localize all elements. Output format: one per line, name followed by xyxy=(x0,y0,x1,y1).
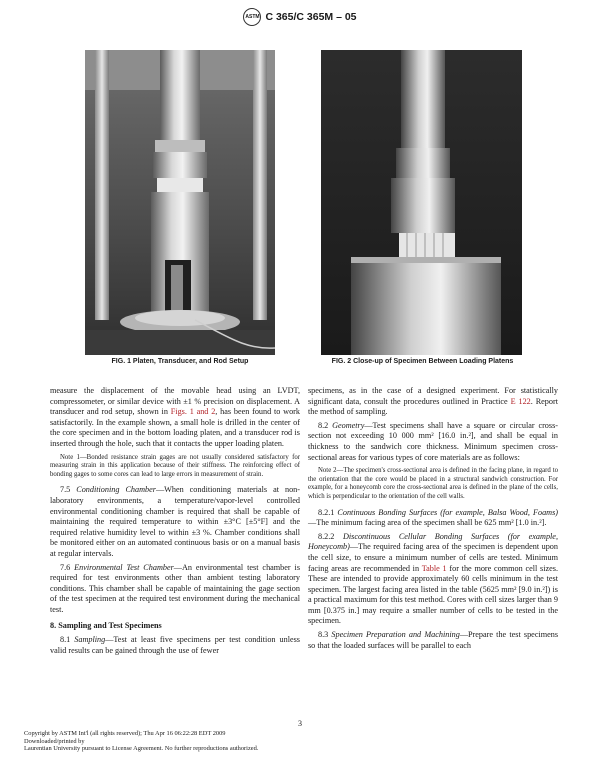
right-column xyxy=(308,386,558,654)
footer-line: Laurentian University pursuant to License Agreement. No further reproductions authorized. xyxy=(24,745,259,753)
note-2: Note 2—The specimen's cross-sectional area is defined in the facing plane, in regard to the orientation that the core would be placed in a structural sandwich construction. For example, for a honeycomb core the cross-sectional area is defined in the plane of the cells, which is perpendicular to the orientation of the cell walls. xyxy=(308,467,558,500)
figure-1-photo xyxy=(85,50,275,355)
section-8-2-2: 8.2.2 Discontinuous Cellular Bonding Surfaces (for example, Honeycomb)—The required facing area of the specimen is dependent upon the cell size, to ensure a minimum number of cells are tested. Minimum facing areas are recommended in Table 1 for the more common cell sizes. These are intended to provide approximately 60 cells minimum in the test specimen. The largest facing area listed in the table (5625 mm² [9.0 in.²]) is a practical maximum for this test method. Cores with cell sizes larger than 9 mm [0.375 in.] may require a smaller number of cells to be tested in the specimen. xyxy=(308,531,558,626)
section-8-3: 8.3 Specimen Preparation and Machining—Prepare the test specimens so that the loaded surfaces will be parallel to each xyxy=(308,630,559,650)
e122-link[interactable]: E 122 xyxy=(510,396,531,406)
section-8-1: 8.1 Sampling—Test at least five specimens per test condition unless valid results can be gained through the use of fewer xyxy=(50,635,300,655)
table-1-link[interactable]: Table 1 xyxy=(421,563,447,573)
figure-2-caption: FIG. 2 Close-up of Specimen Between Loading Platens xyxy=(331,358,514,365)
section-8-2-1: 8.2.1 Continuous Bonding Surfaces (for example, Balsa Wood, Foams)—The minimum facing area of the specimen shall be 625 mm² [1.0 in.²]. xyxy=(308,507,558,528)
section-8-heading: 8. Sampling and Test Specimens xyxy=(50,621,162,631)
copyright-footer xyxy=(24,730,258,753)
figure-1-caption: FIG. 1 Platen, Transducer, and Rod Setup xyxy=(111,358,249,365)
footer-line: Copyright by ASTM Int'l (all rights reserved); Thu Apr 16 06:22:28 EDT 2009 xyxy=(24,730,226,737)
section-7-6: 7.6 Environmental Test Chamber—An environmental test chamber is required for test environments other than ambient testing laboratory conditions. This chamber shall be capable of maintaining the gage section of the test specimen at the required test environment during the mechanical test. xyxy=(50,562,301,614)
footer-line: Downloaded/printed by xyxy=(24,737,85,745)
page-header xyxy=(0,8,600,26)
left-column xyxy=(50,386,300,659)
paragraph: specimens, as in the case of a designed experiment. For statistically significant data, consult the procedures outlined in Practice E 122. Report the method of sampling. xyxy=(308,386,558,417)
paragraph: measure the displacement of the movable head using an LVDT, compressometer, or similar device with ±1 % precision on displacement. A transducer and rod setup, shown in Figs. 1 and 2, has been found to work satisfactorily. In the example shown, a small hole is drilled in the center of the core specimen and in the bottom loading platen, and a transducer rod is inserted through the hole, such that it contacts the upper loading platen. xyxy=(50,386,301,448)
page-number: 3 xyxy=(298,719,302,728)
section-8-2: 8.2 Geometry—Test specimens shall have a square or circular cross-section not exceeding 10 000 mm² [16.0 in.²], and shall be equal in thickness to the sandwich core thickness. Minimum specimen cross-sectional areas for various types of core materials are as follows: xyxy=(308,420,558,462)
astm-logo: ASTM xyxy=(243,8,261,26)
figs-1-2-link[interactable]: Figs. 1 and 2 xyxy=(170,407,216,417)
section-7-5: 7.5 Conditioning Chamber—When conditioning materials at non-laboratory environments, a temperature/vapor-level controlled environmental conditioning chamber is required that shall be capable of maintaining the required temperature to within ±3°C [±5°F] and the required relative humidity level to within ±3 %. Chamber conditions shall be monitored either on an automated continuous basis or on a manual basis at regular intervals. xyxy=(50,485,300,558)
figure-2-photo xyxy=(321,50,522,355)
document-designation: C 365/C 365M – 05 xyxy=(265,10,357,23)
note-1: Note 1—Bonded resistance strain gages are not usually considered satisfactory for measuring strain in this application because of their stiffness. The reinforcing effect of bonding gages to some cores can lead to large errors in measurement of strain. xyxy=(50,453,300,478)
